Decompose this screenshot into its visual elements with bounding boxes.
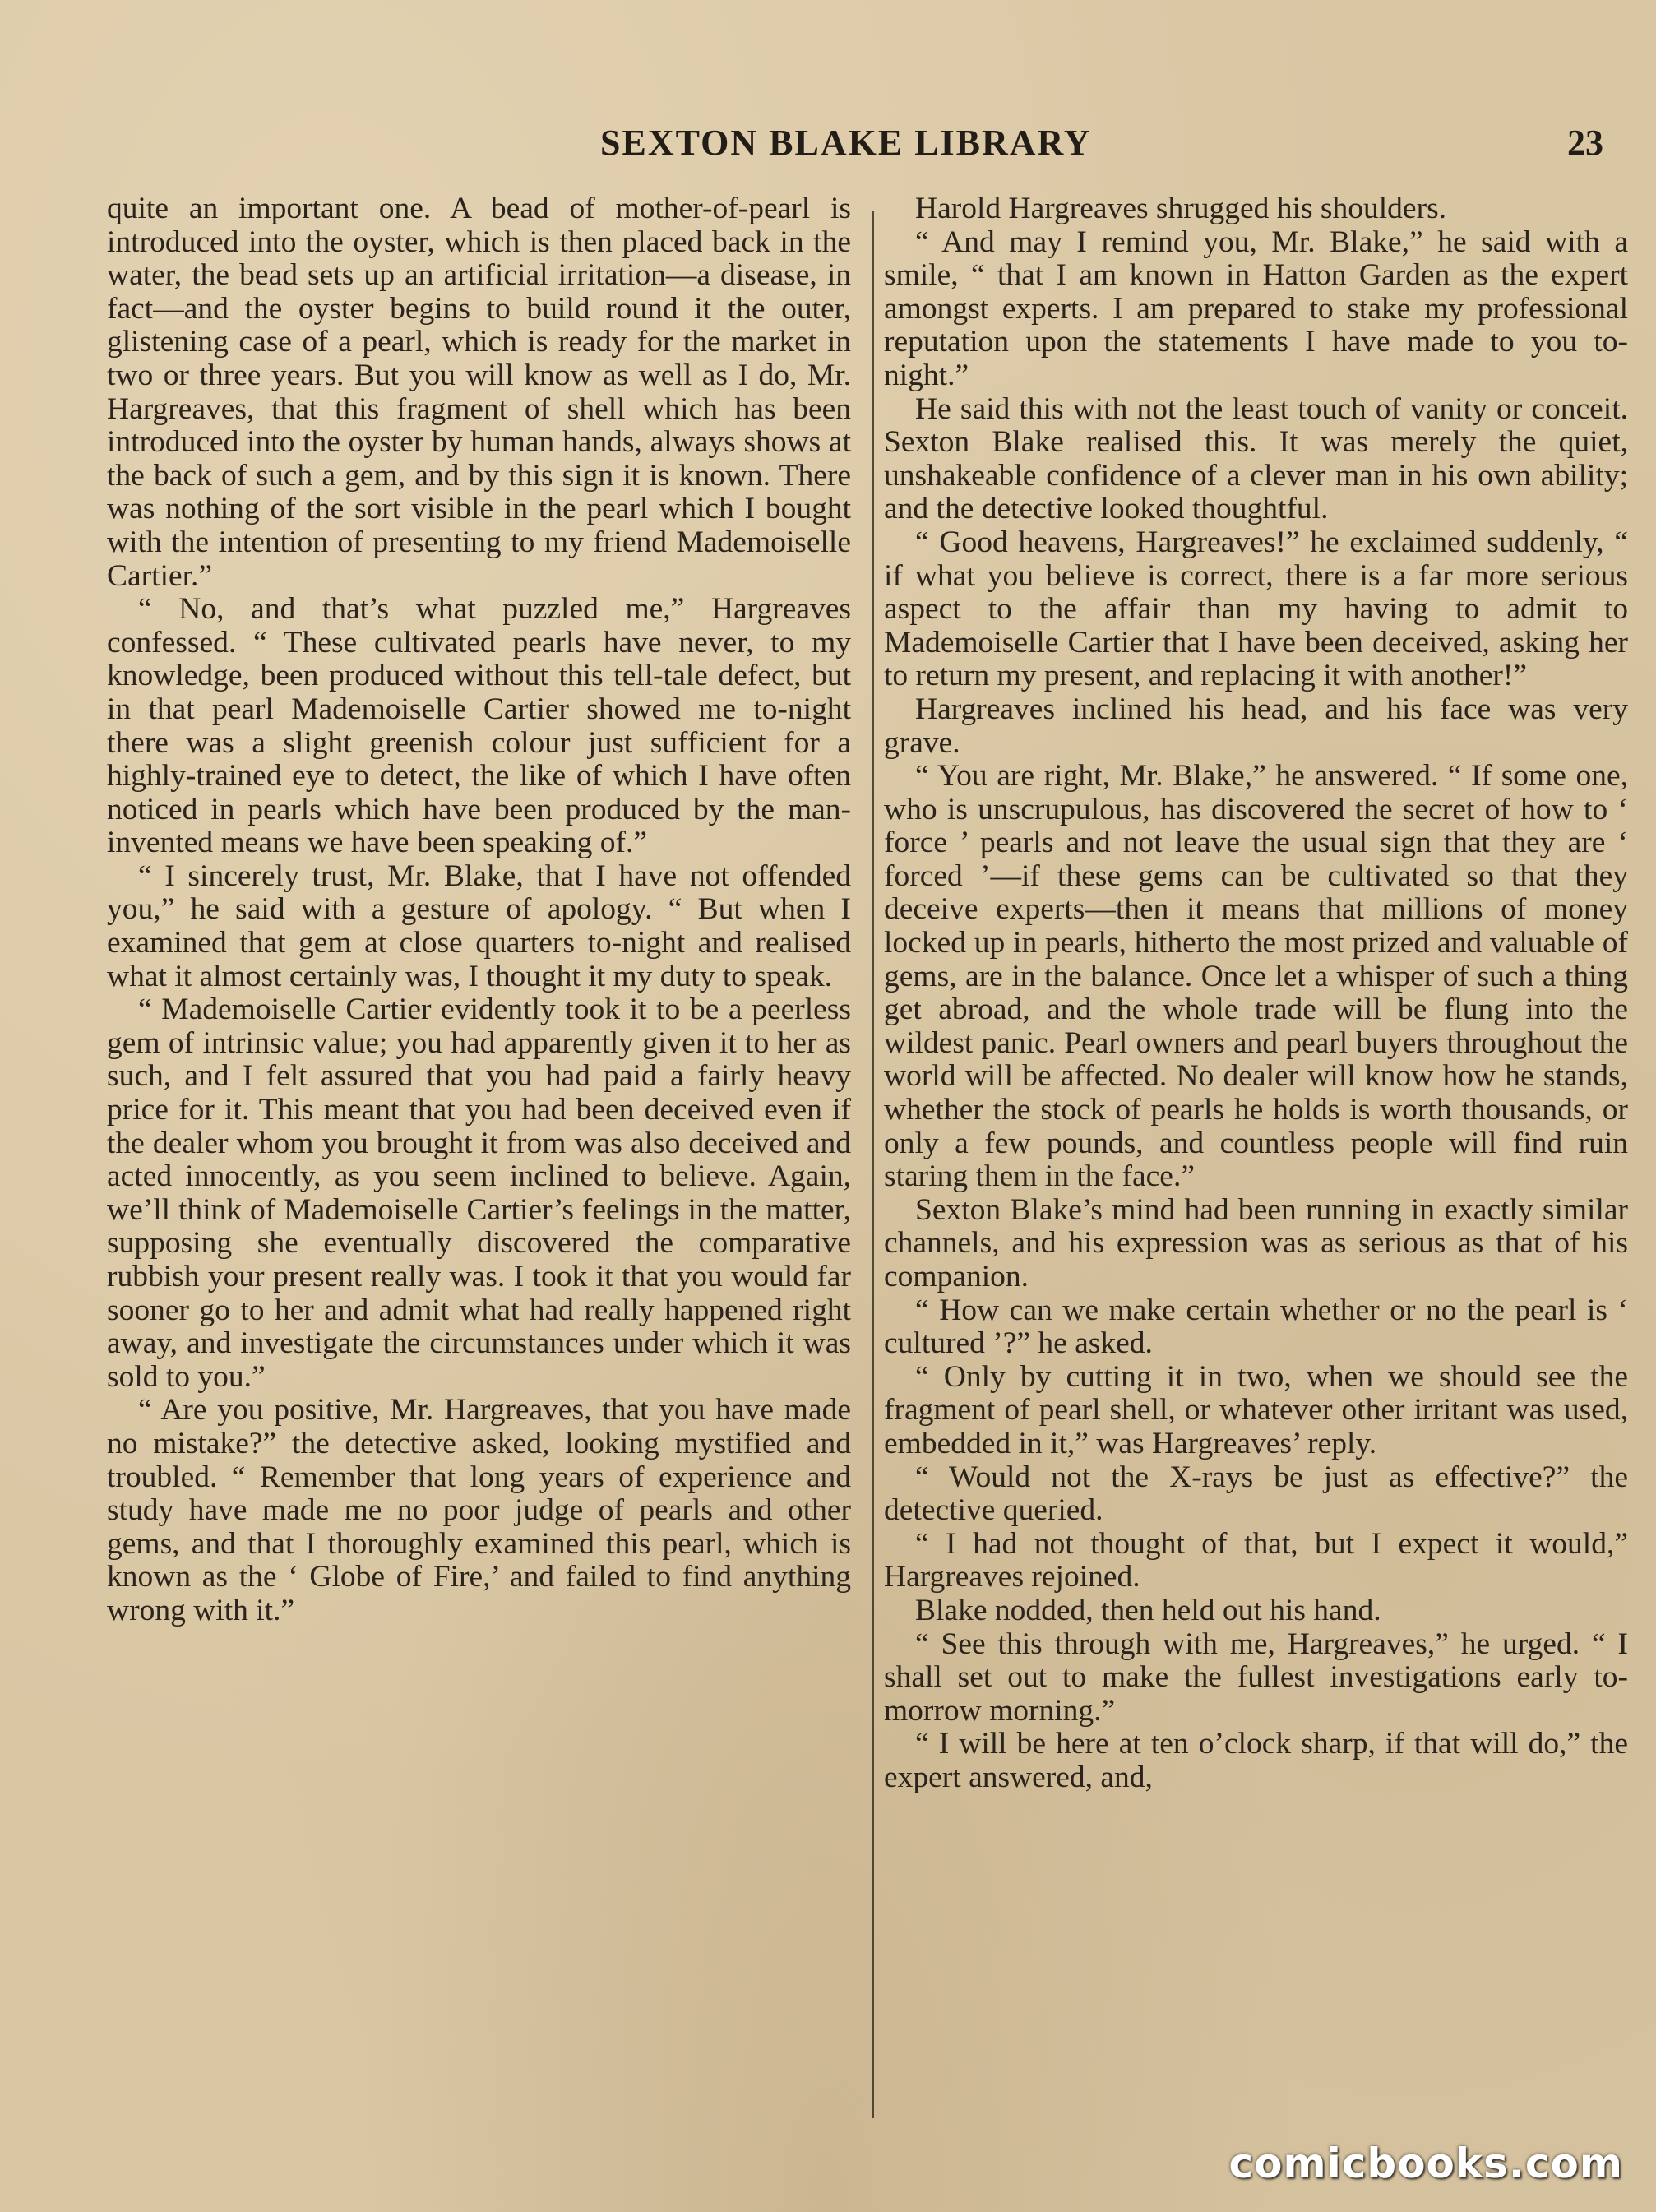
- paragraph: quite an important one. A bead of mother-of-pearl is introduced into the oyster, which is then placed back in the water, the bead sets up an artificial irritation—a disease, in fact—and the oyster begins to build round it the outer, glistening case of a pearl, which is ready for the market in two or three years. But you will know as well as I do, Mr. Hargreaves, that this fragment of shell which has been introduced into the oyster by human hands, always shows at the back of such a gem, and by this sign it is known. There was nothing of the sort visible in the pearl which I bought with the intention of presenting to my friend Mademoiselle Cartier.”: [107, 192, 851, 593]
- paragraph: Blake nodded, then held out his hand.: [915, 1593, 1381, 1627]
- paragraph: Sexton Blake’s mind had been running in exactly similar channels, and his expression was as serious as that of his companion.: [884, 1192, 1628, 1293]
- paragraph: “ Only by cutting it in two, when we should see the fragment of pearl shell, or whatever other irritant was used, embedded in it,” was Hargreaves’ reply.: [884, 1359, 1628, 1460]
- paragraph: “ You are right, Mr. Blake,” he answered. “ If some one, who is unscrupulous, has discovered the secret of how to ‘ force ’ pearls and not leave the usual sign that they are ‘ forced ’—if these gems can be cultivated so that they deceive experts—then it means that millions of money locked up in pearls, hitherto the most prized and valuable of gems, are in the balance. Once let a whisper of such a thing get abroad, and the whole trade will be flung into the wildest panic. Pearl owners and pearl buyers throughout the world will be affected. No dealer will know how he stands, whether the stock of pearls he holds is worth thousands, or only a few pounds, and countless people will find ruin staring them in the face.”: [884, 759, 1628, 1194]
- paragraph: “ I will be here at ten o’clock sharp, if that will do,” the expert answered, and,: [884, 1727, 1628, 1794]
- paragraph: “ Good heavens, Hargreaves!” he exclaimed suddenly, “ if what you believe is correct, there is a far more serious aspect to the affair than my having to admit to Mademoiselle Cartier that I have been deceived, asking her to return my present, and replacing it with another!”: [884, 525, 1628, 693]
- page-number: 23: [1567, 123, 1603, 163]
- paragraph: “ No, and that’s what puzzled me,” Hargreaves confessed. “ These cultivated pearls have never, to my knowledge, been produced without this tell-tale defect, but in that pearl Mademoiselle Cartier showed me to-night there was a slight greenish colour just sufficient for a highly-trained eye to detect, the like of which I have often noticed in pearls which have been produced by the man-invented means we have been speaking of.”: [107, 592, 851, 860]
- site-watermark: comicbooks.com: [1228, 2140, 1623, 2187]
- running-header: [99, 122, 1603, 171]
- running-title: SEXTON BLAKE LIBRARY: [600, 123, 1092, 163]
- paragraph: “ I had not thought of that, but I expect it would,” Hargreaves rejoined.: [884, 1526, 1628, 1594]
- paragraph: “ I sincerely trust, Mr. Blake, that I have not offended you,” he said with a gesture of apology. “ But when I examined that gem at close quarters to-night and realised what it almost certainly was, I thought it my duty to speak.: [107, 858, 851, 993]
- paragraph: “ Are you positive, Mr. Hargreaves, that you have made no mistake?” the detective asked, looking mystified and troubled. “ Remember that long years of experience and study have made me no poor judge of pearls and other gems, and that I thoroughly examined this pearl, which is known as the ‘ Globe of Fire,’ and failed to find anything wrong with it.”: [107, 1393, 851, 1627]
- paragraph: “ Would not the X-rays be just as effective?” the detective queried.: [884, 1460, 1628, 1528]
- paragraph: “ And may I remind you, Mr. Blake,” he said with a smile, “ that I am known in Hatton Garden as the expert amongst experts. I am prepared to stake my professional reputation upon the statements I have made to you to-night.”: [884, 224, 1628, 392]
- paragraph: “ How can we make certain whether or no the pearl is ‘ cultured ’?” he asked.: [884, 1293, 1628, 1361]
- left-column: [107, 192, 851, 2125]
- paragraph: Harold Hargreaves shrugged his shoulders.: [915, 192, 1447, 225]
- paragraph: Hargreaves inclined his head, and his face was very grave.: [884, 692, 1628, 760]
- paragraph: He said this with not the least touch of vanity or conceit. Sexton Blake realised this. It was merely the quiet, unshakeable confidence of a clever man in his own ability; and the detective looked thoughtful.: [884, 391, 1628, 526]
- paragraph: “ See this through with me, Hargreaves,” he urged. “ I shall set out to make the fullest investigations early to-morrow morning.”: [884, 1627, 1628, 1728]
- column-divider: [872, 211, 874, 2118]
- right-column: [884, 192, 1628, 2125]
- paragraph: “ Mademoiselle Cartier evidently took it to be a peerless gem of intrinsic value; you had apparently given it to her as such, and I felt assured that you had paid a fairly heavy price for it. This meant that you had been deceived even if the dealer whom you brought it from was also deceived and acted innocently, as you seem inclined to believe. Again, we’ll think of Mademoiselle Cartier’s feelings in the matter, supposing she eventually discovered the comparative rubbish your present really was. I took it that you would far sooner go to her and admit what had really happened right away, and investigate the circumstances under which it was sold to you.”: [107, 993, 851, 1394]
